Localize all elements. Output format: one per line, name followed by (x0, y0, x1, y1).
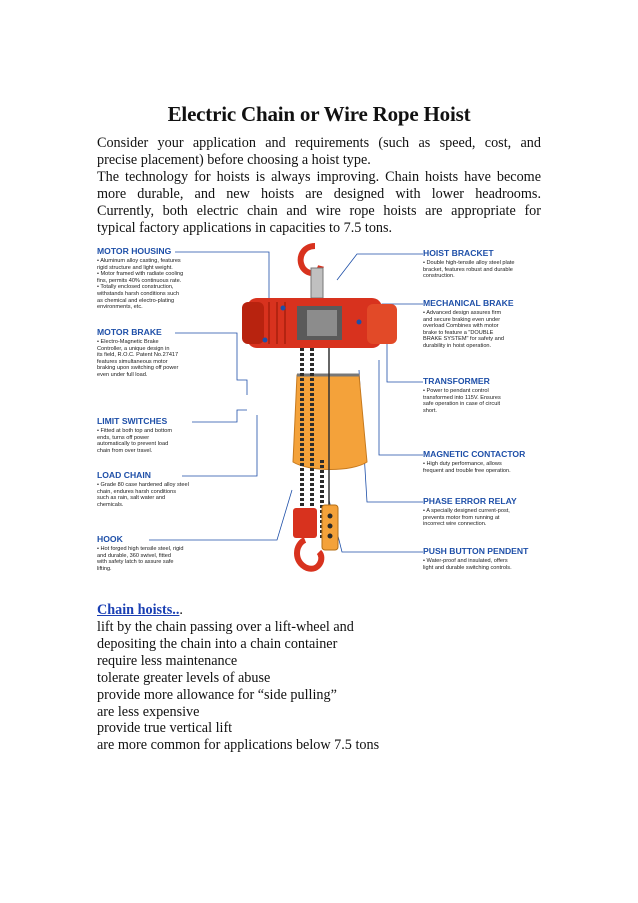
label-motor-housing: MOTOR HOUSING • Aluminum alloy casting, features rigid structure and light weight. • Motor framed with radiate cooling fins, permits 40% continuous rate. • Totally enclosed construction, withstands harsh conditions such as chemical and electro-plating environments, etc. (97, 246, 184, 311)
label-limit-switches: LIMIT SWITCHES • Fitted at both top and bottom ends, turns off power automatically to prevent load chain from over travel. (97, 416, 173, 454)
chain-hoists-link[interactable]: Chain hoists.. (97, 602, 180, 618)
list-item: lift by the chain passing over a lift-wheel and (97, 619, 354, 635)
intro-line-5: Currently, both electric chain and wire rope hoists are appropriate for (97, 203, 541, 219)
label-push-button-pendent: PUSH BUTTON PENDENT • Water-proof and insulated, offers light and durable switching controls. (423, 546, 529, 571)
label-mechanical-brake: MECHANICAL BRAKE • Advanced design assures firm and secure braking even under overload Combines with motor brake to feature a "DOUBLE BRAKE SYSTEM" for safety and durability in hoist operation. (423, 298, 514, 349)
hoist-diagram (97, 240, 541, 585)
intro-line-3: The technology for hoists is always improving. Chain hoists have become (97, 169, 541, 185)
label-motor-brake: MOTOR BRAKE • Electro-Magnetic Brake Controller, a unique design in its field, R.O.C. Patent No.27417 features simultaneous motor braking upon switching off power even under full load. (97, 327, 179, 378)
intro-line-2: precise placement) before choosing a hoist type. (97, 152, 371, 168)
chain-bag (293, 375, 367, 470)
chain-hoists-list (97, 619, 379, 754)
intro-line-4: more durable, and new hoists are designed with lower headrooms. (97, 186, 541, 202)
label-phase-error-relay: PHASE ERROR RELAY • A specially designed current-post, prevents motor from running at incorrect wire connection. (423, 496, 517, 528)
label-transformer: TRANSFORMER • Power to pendant control transformed into 115V. Ensures safe operation in case of circuit short. (423, 376, 501, 414)
chain-hoists-heading (97, 602, 183, 619)
label-magnetic-contactor: MAGNETIC CONTACTOR • High duty performance, allows frequent and trouble free operation. (423, 449, 526, 474)
label-load-chain: LOAD CHAIN • Grade 80 case hardened alloy steel chain, endures harsh conditions such as rain, salt water and chemicals. (97, 470, 189, 508)
bottom-hook (297, 540, 321, 569)
page-title: Electric Chain or Wire Rope Hoist (167, 102, 471, 126)
list-item: are less expensive (97, 703, 200, 720)
list-item: provide more allowance for “side pulling” (97, 686, 337, 703)
list-item: provide true vertical lift (97, 720, 233, 737)
label-hook: HOOK • Hot forged high tensile steel, rigid and durable, 360 swivel, fitted with safety latch to assure safe lifting. (97, 534, 184, 572)
list-item: depositing the chain into a chain container (97, 635, 338, 652)
chain-hoists-link-suffix: . (179, 602, 183, 618)
list-item: require less maintenance (97, 652, 238, 669)
intro-line-1: Consider your application and requirements (such as speed, cost, and (97, 135, 541, 151)
leader-lines (149, 252, 423, 552)
intro-line-6: typical factory applications in capacities to 7.5 tons. (97, 220, 393, 236)
list-item: are more common for applications below 7.5 tons (97, 737, 380, 754)
list-item: tolerate greater levels of abuse (97, 669, 271, 686)
label-hoist-bracket: HOIST BRACKET • Double high-tensile alloy steel plate bracket, features robust and durable construction. (423, 248, 515, 280)
